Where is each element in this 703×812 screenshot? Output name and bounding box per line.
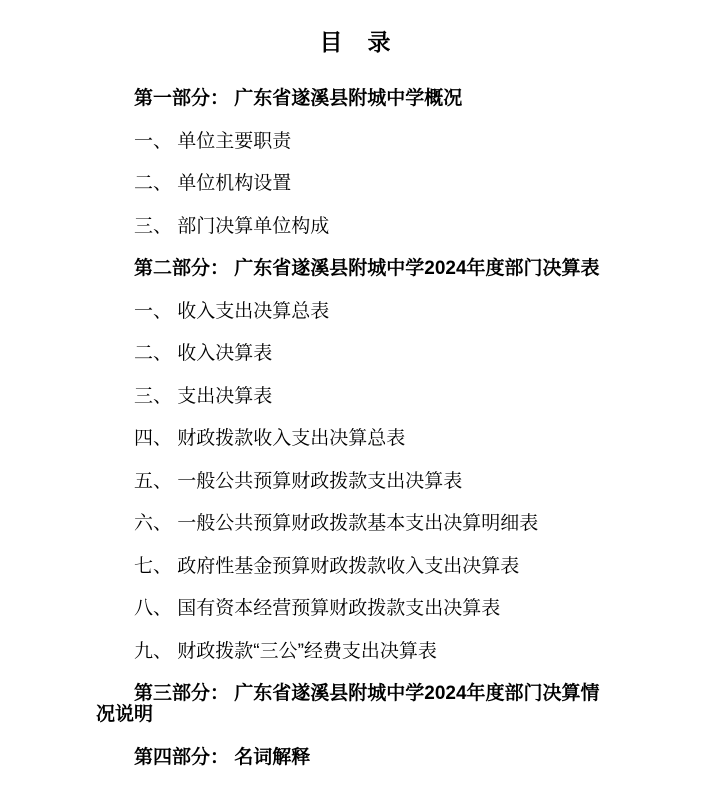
toc-item-part1-3: 三、 部门决算单位构成 — [134, 215, 330, 237]
toc-item-part2-1: 一、 收入支出决算总表 — [134, 300, 330, 322]
toc-item-part2-4: 四、 财政拨款收入支出决算总表 — [134, 428, 406, 449]
toc-item-part2-2: 二、 收入决算表 — [134, 343, 273, 364]
toc-section-heading-part3-line1: 第三部分： 广东省遂溪县附城中学2024年度部门决算情 — [134, 683, 600, 704]
toc-section-heading-part1: 第一部分： 广东省遂溪县附城中学概况 — [134, 88, 463, 109]
toc-section-heading-part2: 第二部分： 广东省遂溪县附城中学2024年度部门决算表 — [134, 258, 600, 279]
toc-section-heading-part3-line2: 况说明 — [96, 704, 154, 726]
toc-item-part1-2: 二、 单位机构设置 — [134, 173, 292, 194]
toc-item-part1-1: 一、 单位主要职责 — [134, 130, 292, 152]
toc-list — [96, 88, 615, 768]
toc-section-heading-part4: 第四部分： 名词解释 — [134, 746, 311, 768]
toc-item-part2-7: 七、 政府性基金预算财政拨款收入支出决算表 — [134, 555, 520, 577]
toc-item-part2-8: 八、 国有资本经营预算财政拨款支出决算表 — [134, 598, 501, 619]
toc-section-heading-part3 — [96, 683, 615, 726]
page-title: 目 录 — [319, 29, 392, 55]
toc-item-part2-5: 五、 一般公共预算财政拨款支出决算表 — [134, 470, 463, 492]
toc-item-part2-9: 九、 财政拨款“三公”经费支出决算表 — [134, 640, 437, 662]
toc-item-part2-6: 六、 一般公共预算财政拨款基本支出决算明细表 — [134, 513, 539, 534]
toc-item-part2-3: 三、 支出决算表 — [134, 385, 273, 407]
